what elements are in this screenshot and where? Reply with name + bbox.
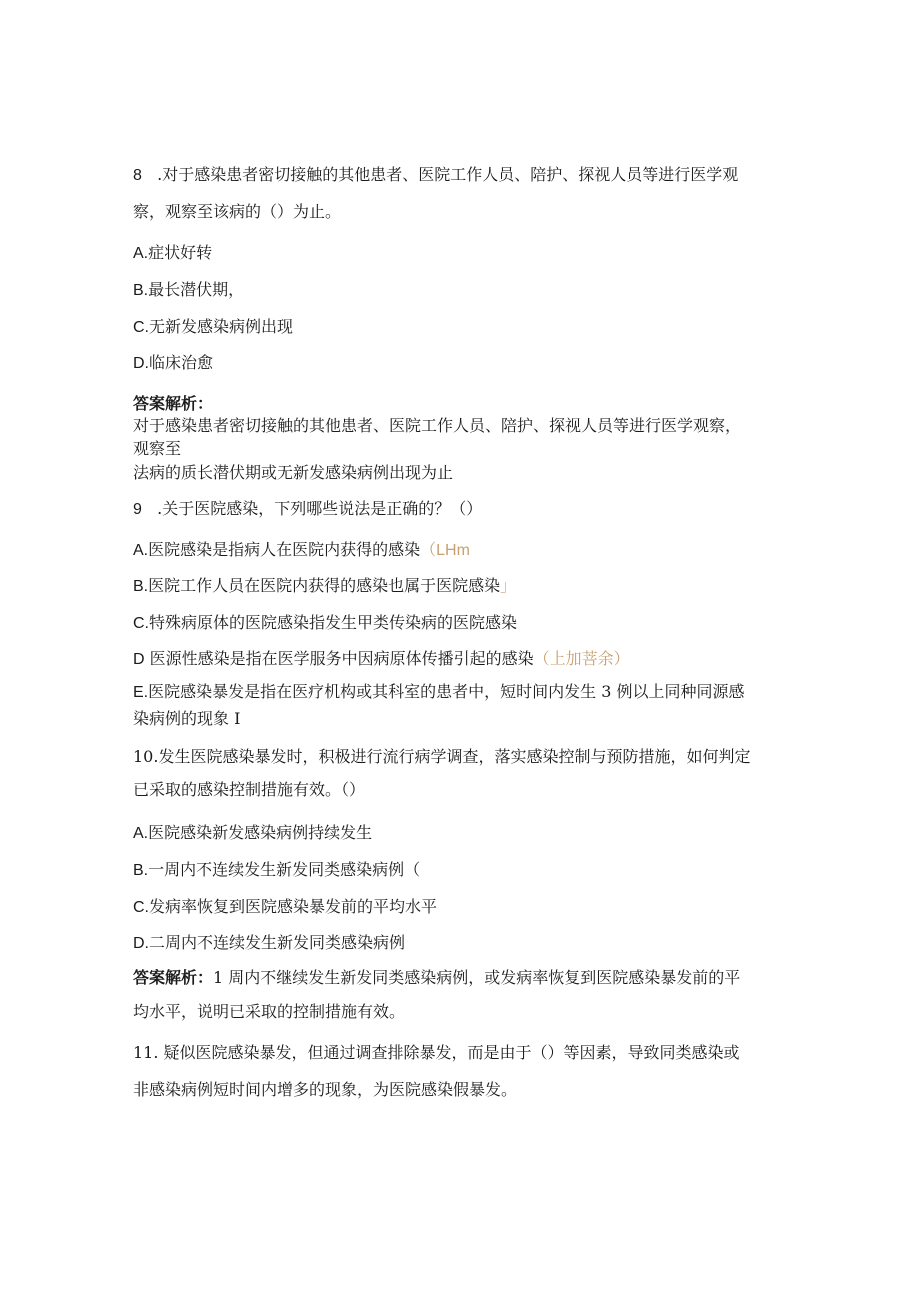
q9-option-d-note: （上加菩余） <box>533 651 630 668</box>
question-9-text: .关于医院感染，下列哪些说法是正确的？（） <box>157 499 483 518</box>
q8-answer-label: 答案解析： <box>133 394 214 413</box>
question-8-line-1 <box>133 156 793 194</box>
q10-option-b: B.一周内不连续发生新发同类感染病例（ <box>133 860 421 879</box>
question-11-line-1: 11. 疑似医院感染暴发，但通过调查排除暴发，而是由于（）等因素，导致同类感染或 <box>133 1043 740 1062</box>
q10-answer-line-1: 答案解析：1 周内不继续发生新发同类感染病例，或发病率恢复到医院感染暴发前的平 <box>133 968 741 987</box>
q8-option-c: C.无新发感染病例出现 <box>133 317 294 336</box>
q9-option-d: D 医源性感染是指在医学服务中因病原体传播引起的感染（上加菩余） <box>133 649 630 668</box>
q9-option-a-note: （LHm <box>420 542 470 559</box>
q9-option-c: C.特殊病原体的医院感染指发生甲类传染病的医院感染 <box>133 613 518 632</box>
q8-answer-line-2: 观察至 <box>133 439 182 458</box>
q8-answer-line-1: 对于感染患者密切接触的其他患者、医院工作人员、陪护、探视人员等进行医学观察， <box>133 416 742 435</box>
question-9-line-1 <box>133 490 793 528</box>
q8-answer-line-3: 法病的质长潜伏期或无新发感染病例出现为止 <box>133 463 454 482</box>
q8-option-b: B.最长潜伏期， <box>133 280 245 299</box>
question-10-line-1: 10.发生医院感染暴发时，积极进行流行病学调查，落实感染控制与预防措施，如何判定 <box>133 747 751 766</box>
q8-option-d: D.临床治愈 <box>133 353 214 372</box>
q10-answer-line-2: 均水平，说明已采取的控制措施有效。 <box>133 1002 406 1021</box>
question-8-text: .对于感染患者密切接触的其他患者、医院工作人员、陪护、探视人员等进行医学观 <box>157 165 739 184</box>
question-8-line-2: 察，观察至该病的（）为止。 <box>133 202 342 221</box>
q10-option-c: C.发病率恢复到医院感染暴发前的平均水平 <box>133 897 438 916</box>
q9-option-b: B.医院工作人员在医院内获得的感染也属于医院感染」 <box>133 576 517 595</box>
question-9-number: 9 <box>133 501 142 518</box>
q9-option-a: A.医院感染是指病人在医院内获得的感染（LHm <box>133 540 470 559</box>
q9-option-e-line-2: 染病例的现象 I <box>133 709 241 728</box>
question-10-line-2: 已采取的感染控制措施有效。（） <box>133 780 366 799</box>
q10-option-a: A.医院感染新发感染病例持续发生 <box>133 823 373 842</box>
q9-option-e-line-1: E.医院感染暴发是指在医疗机构或其科室的患者中，短时间内发生 3 例以上同种同源感 <box>133 682 745 701</box>
question-8-number: 8 <box>133 167 142 184</box>
q10-answer-label: 答案解析： <box>133 968 214 987</box>
q8-option-a: A.症状好转 <box>133 243 213 262</box>
q9-option-b-note: 」 <box>500 578 517 595</box>
question-11-line-2: 非感染病例短时间内增多的现象，为医院感染假暴发。 <box>133 1080 518 1099</box>
q10-option-d: D.二周内不连续发生新发同类感染病例 <box>133 933 406 952</box>
